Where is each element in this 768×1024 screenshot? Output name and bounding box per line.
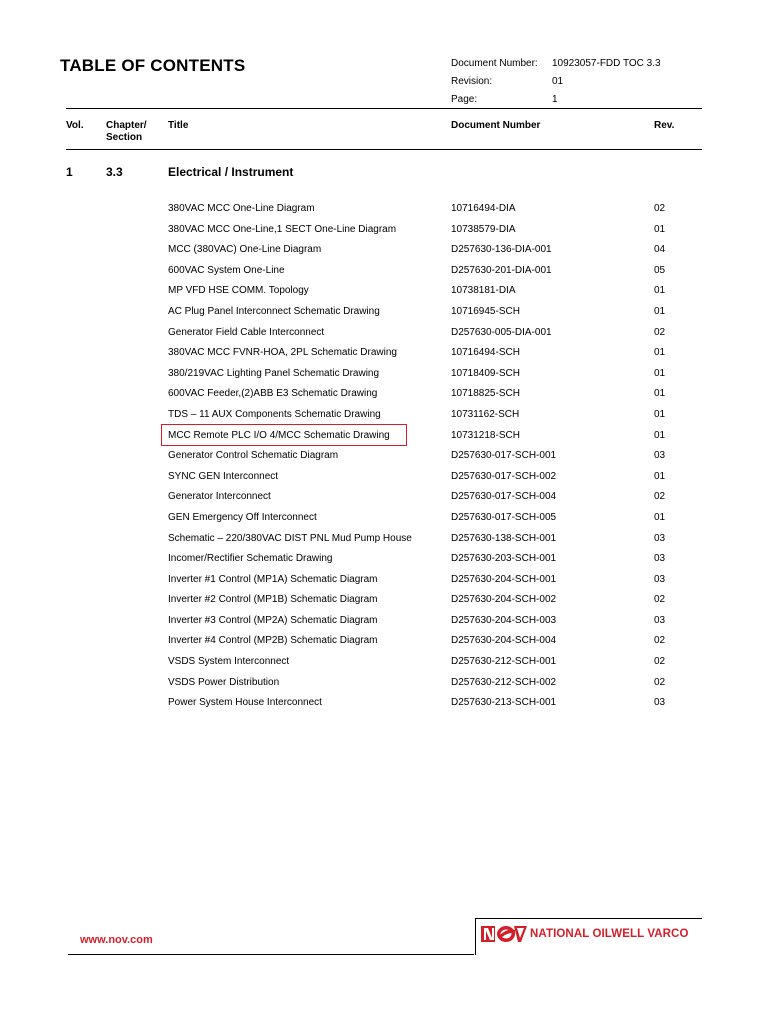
website-link[interactable]: www.nov.com [80, 934, 153, 946]
entry-revision: 01 [654, 223, 666, 235]
entry-revision: 01 [654, 305, 666, 317]
entry-document-number: D257630-136-DIA-001 [451, 244, 552, 256]
footer-divider-vertical [475, 918, 476, 955]
toc-entry-row [0, 490, 768, 511]
toc-entry-row [0, 449, 768, 470]
entry-title: Inverter #1 Control (MP1A) Schematic Diagram [168, 573, 378, 585]
meta-row-document-number [451, 54, 661, 72]
entry-document-number: D257630-005-DIA-001 [451, 326, 552, 338]
entry-revision: 03 [654, 614, 666, 626]
entry-document-number: D257630-204-SCH-001 [451, 573, 557, 585]
entry-revision: 02 [654, 491, 666, 503]
entry-document-number: D257630-212-SCH-001 [451, 656, 557, 668]
entry-revision: 03 [654, 532, 666, 544]
toc-entry-row [0, 676, 768, 697]
entry-revision: 01 [654, 511, 666, 523]
entry-revision: 02 [654, 203, 666, 214]
entry-title: 600VAC Feeder,(2)ABB E3 Schematic Drawing [168, 388, 378, 400]
entry-document-number: D257630-017-SCH-004 [451, 491, 557, 503]
entry-document-number: D257630-212-SCH-002 [451, 676, 557, 688]
entry-revision: 01 [654, 388, 666, 400]
entry-revision: 01 [654, 347, 666, 359]
column-header-chapter-line2: Section [106, 132, 143, 143]
entry-document-number: D257630-017-SCH-002 [451, 470, 557, 482]
footer-divider [68, 954, 474, 955]
entry-revision: 01 [654, 470, 666, 482]
entry-document-number: D257630-017-SCH-001 [451, 450, 557, 462]
entry-title: MP VFD HSE COMM. Topology [168, 285, 309, 297]
column-header-divider [66, 149, 702, 150]
toc-entry-row [0, 284, 768, 305]
toc-entry-row [0, 511, 768, 532]
entry-document-number: 10718825-SCH [451, 388, 520, 400]
column-header-title: Title [168, 120, 189, 131]
entry-revision: 05 [654, 264, 666, 276]
entry-title: Inverter #4 Control (MP2B) Schematic Diagram [168, 635, 378, 647]
column-header-chapter-line1: Chapter/ [106, 120, 147, 131]
entry-document-number: D257630-204-SCH-002 [451, 594, 557, 606]
entry-revision: 01 [654, 367, 666, 379]
toc-entry-row [0, 532, 768, 553]
column-header-rev: Rev. [654, 120, 675, 131]
toc-entry-row [0, 634, 768, 655]
meta-label: Document Number: [451, 57, 538, 69]
entry-title: VSDS System Interconnect [168, 656, 290, 668]
nov-logo-mark-icon [481, 924, 527, 944]
entry-document-number: D257630-017-SCH-005 [451, 511, 557, 523]
entry-revision: 03 [654, 573, 666, 585]
meta-value: 01 [552, 75, 564, 87]
toc-entry-row [0, 614, 768, 635]
entry-revision: 01 [654, 408, 666, 420]
entry-title: VSDS Power Distribution [168, 676, 280, 688]
entry-title: Inverter #3 Control (MP2A) Schematic Diagram [168, 614, 378, 626]
entry-title: 600VAC System One-Line [168, 264, 285, 276]
entry-document-number: 10716494-DIA [451, 203, 516, 214]
toc-title: TABLE OF CONTENTS [60, 56, 246, 75]
entry-title: SYNC GEN Interconnect [168, 470, 279, 482]
entry-revision: 02 [654, 594, 666, 606]
entry-title: Inverter #2 Control (MP1B) Schematic Diagram [168, 594, 378, 606]
entry-title: GEN Emergency Off Interconnect [168, 511, 317, 523]
entry-document-number: D257630-201-DIA-001 [451, 264, 552, 276]
entry-title: Power System House Interconnect [168, 697, 322, 709]
entry-revision: 02 [654, 656, 666, 668]
toc-entry-row [0, 305, 768, 326]
entry-revision: 04 [654, 244, 666, 256]
toc-entry-row [0, 470, 768, 491]
column-header-chapter [106, 120, 147, 144]
entry-title: TDS – 11 AUX Components Schematic Drawing [168, 408, 381, 420]
toc-entry-row [0, 593, 768, 614]
entry-document-number: 10716945-SCH [451, 305, 520, 317]
section-chapter: 3.3 [106, 165, 123, 179]
toc-entry-row [0, 223, 768, 244]
toc-entry-row [0, 387, 768, 408]
header-divider [66, 108, 702, 109]
toc-entry-row [0, 326, 768, 347]
toc-entry-row [0, 696, 768, 717]
entry-title: 380VAC MCC One-Line,1 SECT One-Line Diagram [168, 223, 397, 235]
toc-entry-row [0, 573, 768, 594]
entry-revision: 02 [654, 676, 666, 688]
entry-document-number: 10718409-SCH [451, 367, 520, 379]
entry-title: Schematic – 220/380VAC DIST PNL Mud Pump House [168, 532, 412, 544]
entry-document-number: 10738181-DIA [451, 285, 516, 297]
meta-label: Page: [451, 93, 478, 105]
company-logo [481, 924, 689, 944]
entry-document-number: 10731218-SCH [451, 429, 520, 441]
toc-entry-row [0, 367, 768, 388]
entry-document-number: D257630-204-SCH-003 [451, 614, 557, 626]
entry-title: Generator Control Schematic Diagram [168, 450, 339, 462]
footer-logo-divider [476, 918, 702, 919]
toc-entry-row [0, 202, 768, 223]
entry-title: MCC (380VAC) One-Line Diagram [168, 244, 322, 256]
entry-document-number: D257630-138-SCH-001 [451, 532, 557, 544]
entry-document-number: D257630-203-SCH-001 [451, 553, 557, 565]
meta-value: 10923057-FDD TOC 3.3 [552, 57, 661, 69]
column-header-vol: Vol. [66, 120, 84, 131]
entry-title: AC Plug Panel Interconnect Schematic Drawing [168, 305, 380, 317]
entry-title: Incomer/Rectifier Schematic Drawing [168, 553, 333, 565]
entry-revision: 02 [654, 635, 666, 647]
entry-title: MCC Remote PLC I/O 4/MCC Schematic Drawing [168, 429, 390, 441]
company-name: NATIONAL OILWELL VARCO [530, 928, 689, 940]
meta-value: 1 [552, 93, 558, 105]
column-header-document-number: Document Number [451, 120, 541, 131]
section-vol: 1 [66, 165, 73, 179]
toc-entry-row [0, 655, 768, 676]
toc-entry-row [0, 346, 768, 367]
entry-revision: 01 [654, 429, 666, 441]
highlight-box [161, 424, 407, 446]
entry-revision: 03 [654, 553, 666, 565]
entry-title: 380VAC MCC FVNR-HOA, 2PL Schematic Drawing [168, 347, 397, 359]
entry-title: Generator Interconnect [168, 491, 271, 503]
entry-title: Generator Field Cable Interconnect [168, 326, 325, 338]
document-meta [451, 54, 661, 108]
meta-row-revision [451, 72, 661, 90]
entry-title: 380VAC MCC One-Line Diagram [168, 203, 315, 214]
entry-revision: 01 [654, 285, 666, 297]
toc-entry-row [0, 264, 768, 285]
entry-document-number: 10716494-SCH [451, 347, 520, 359]
entry-title: 380/219VAC Lighting Panel Schematic Drawing [168, 367, 380, 379]
entry-document-number: D257630-204-SCH-004 [451, 635, 557, 647]
entry-revision: 03 [654, 450, 666, 462]
toc-entry-row [0, 552, 768, 573]
section-title: Electrical / Instrument [168, 165, 294, 179]
meta-row-page [451, 90, 661, 108]
entry-document-number: D257630-213-SCH-001 [451, 697, 557, 709]
toc-entry-row [0, 243, 768, 264]
entry-document-number: 10731162-SCH [451, 408, 520, 420]
entry-document-number: 10738579-DIA [451, 223, 516, 235]
toc-entry-list [0, 202, 768, 717]
entry-revision: 02 [654, 326, 666, 338]
entry-revision: 03 [654, 697, 666, 709]
meta-label: Revision: [451, 75, 493, 87]
